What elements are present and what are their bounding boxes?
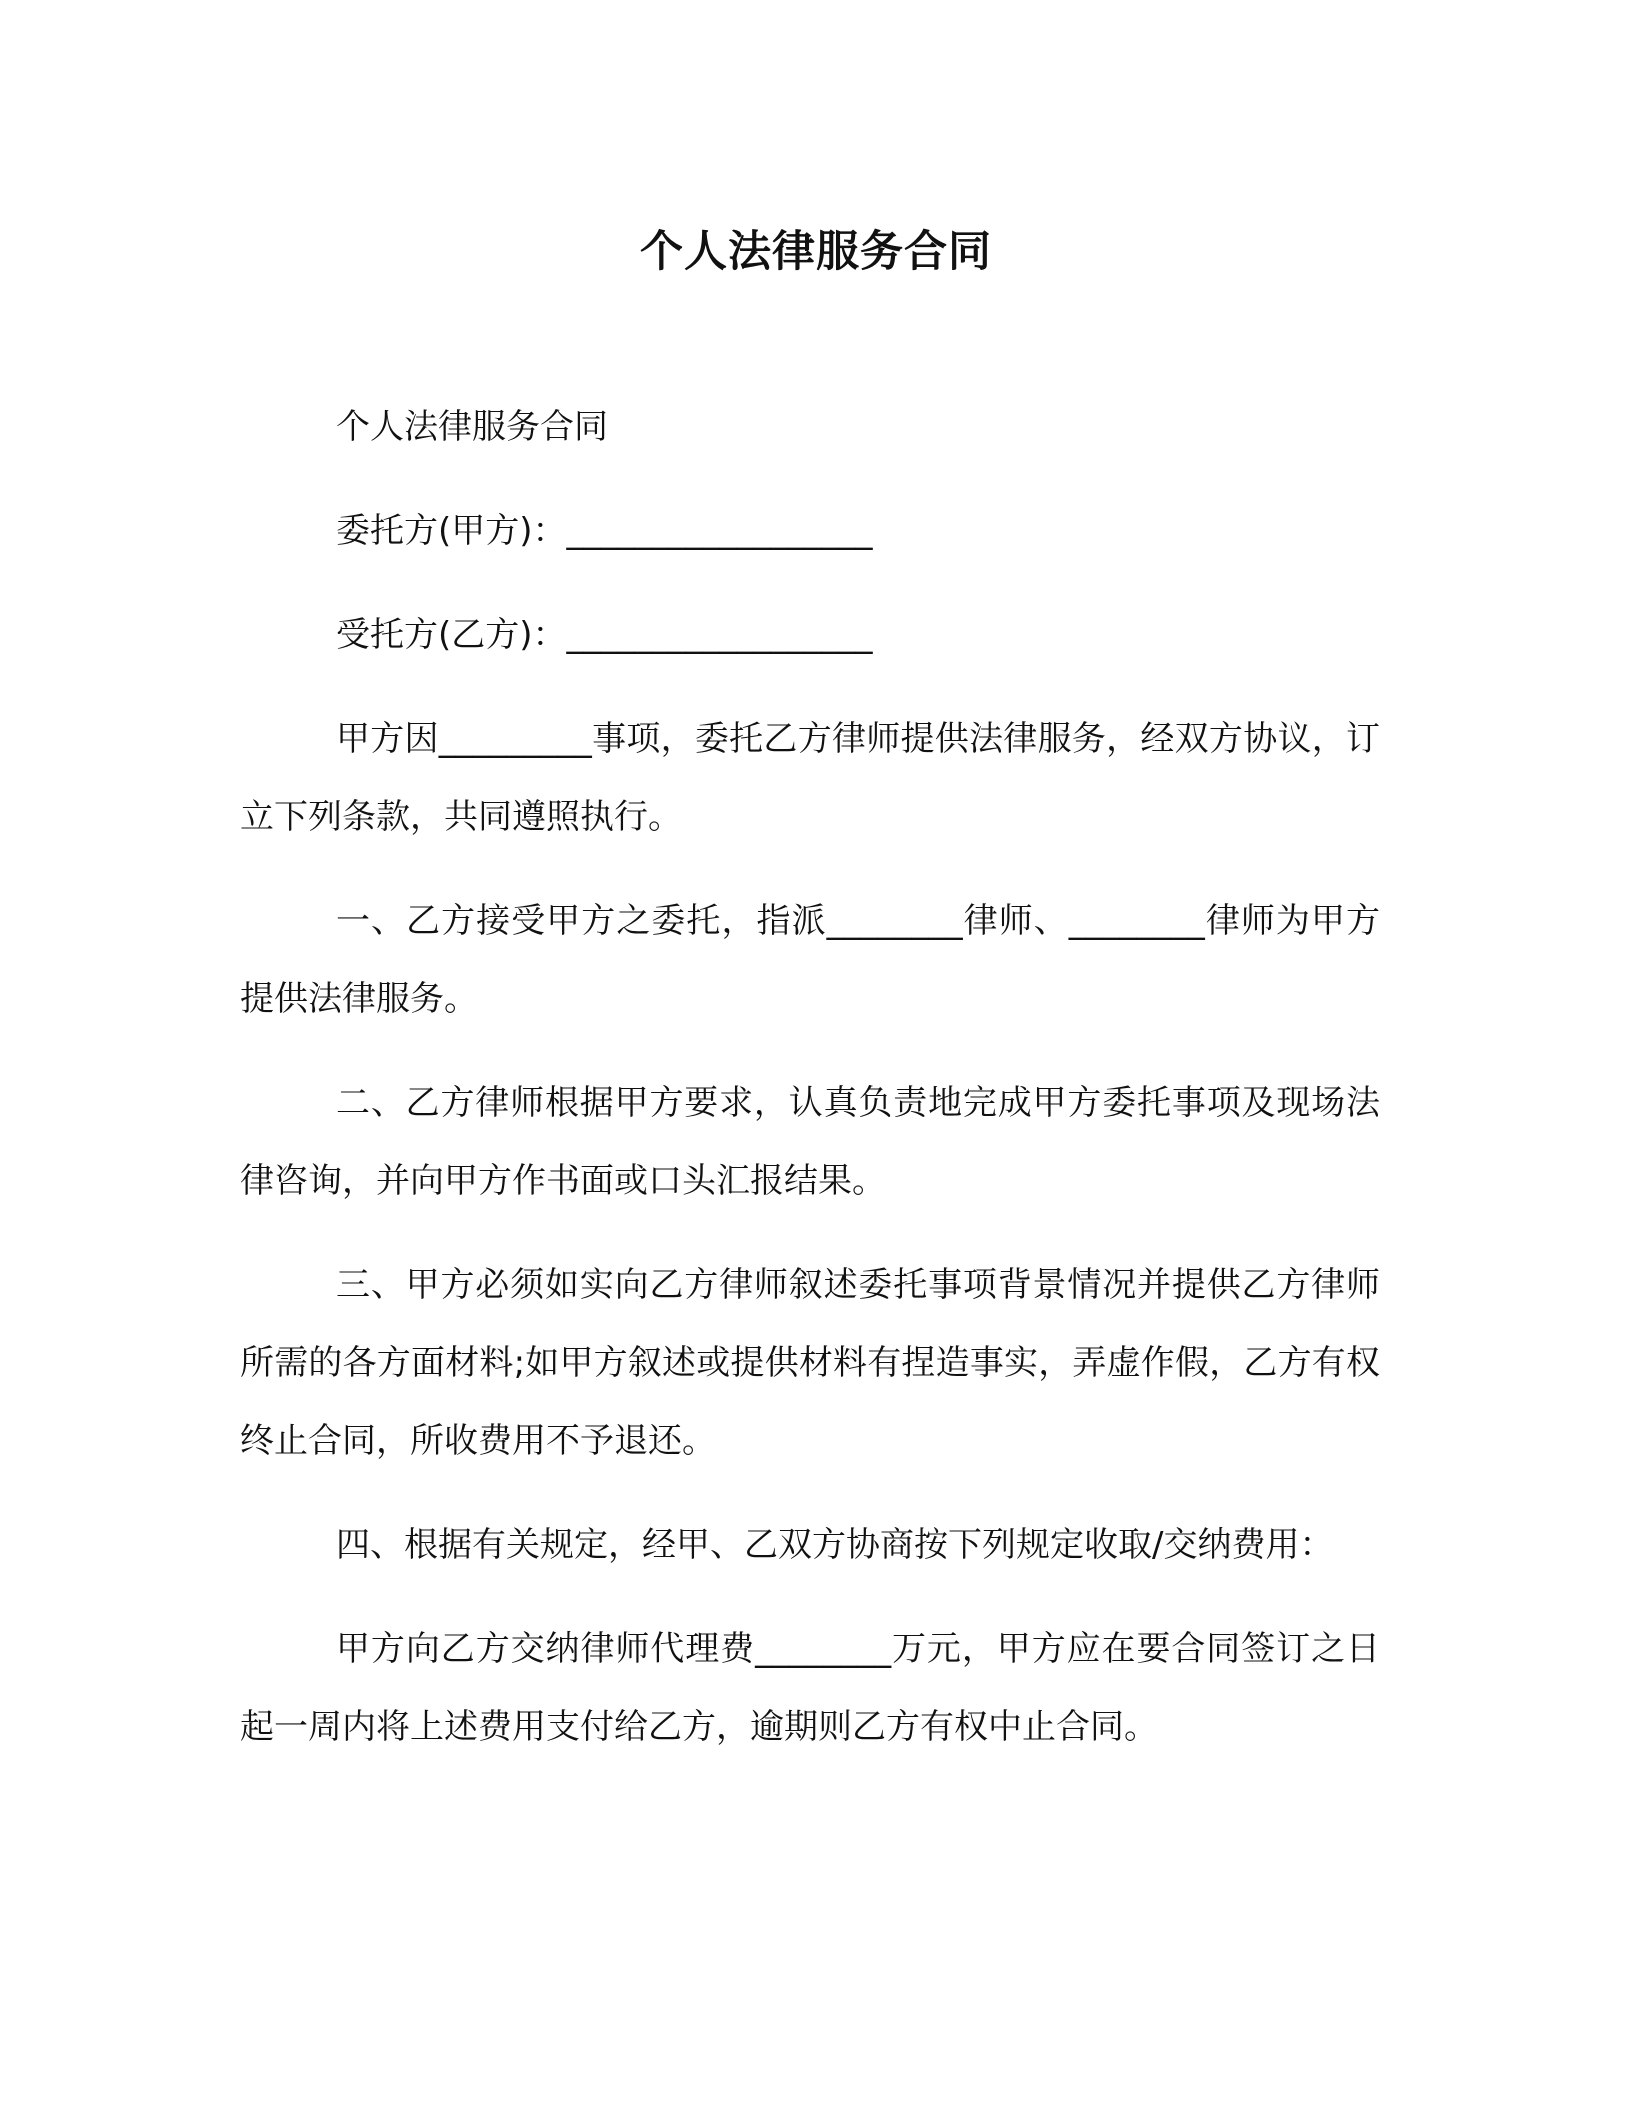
clause-2-paragraph: 二、乙方律师根据甲方要求，认真负责地完成甲方委托事项及现场法律咨询，并向甲方作书面或口头汇报结果。 (240, 1083, 1380, 1201)
fee-paragraph: 甲方向乙方交纳律师代理费________万元，甲方应在要合同签订之日起一周内将上述费用支付给乙方，逾期则乙方有权中止合同。 (240, 1629, 1380, 1747)
intro-paragraph: 甲方因_________事项，委托乙方律师提供法律服务，经双方协议，订立下列条款，共同遵照执行。 (240, 719, 1380, 837)
document-subtitle: 个人法律服务合同 (336, 407, 608, 447)
document-body (240, 388, 1380, 1792)
clause-3-paragraph: 三、甲方必须如实向乙方律师叙述委托事项背景情况并提供乙方律师所需的各方面材料;如甲方叙述或提供材料有捏造事实，弄虚作假，乙方有权终止合同，所收费用不予退还。 (240, 1265, 1380, 1461)
client-party-line: 委托方(甲方)：__________________ (336, 511, 873, 551)
agent-party-line: 受托方(乙方)：__________________ (336, 615, 873, 655)
clause-1-paragraph: 一、乙方接受甲方之委托，指派________律师、________律师为甲方提供法律服务。 (240, 901, 1380, 1019)
document-title: 个人法律服务合同 (640, 227, 992, 277)
clause-4-paragraph: 四、根据有关规定，经甲、乙双方协商按下列规定收取/交纳费用： (336, 1525, 1334, 1565)
